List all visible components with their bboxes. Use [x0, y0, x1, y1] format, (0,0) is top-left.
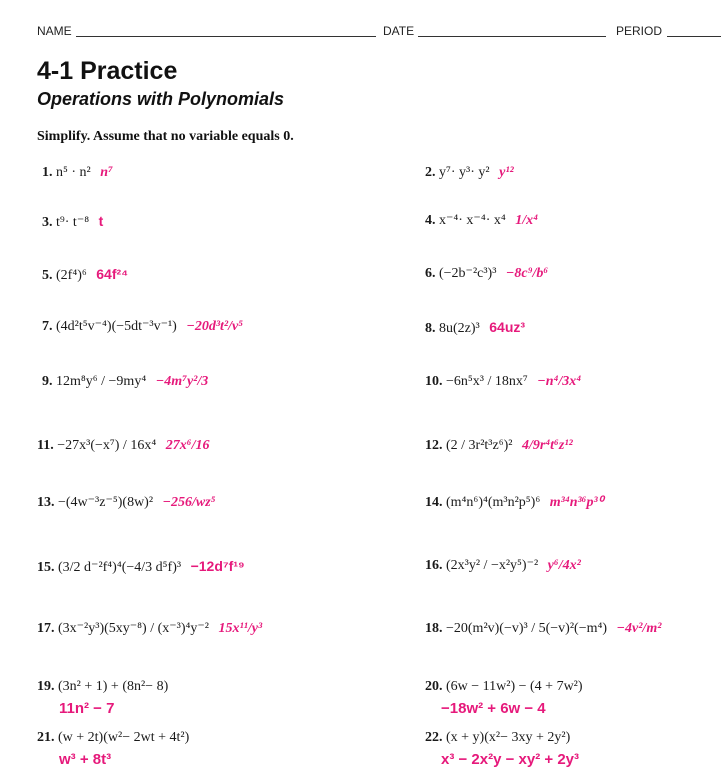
- problem-expression: (w + 2t)(w²− 2wt + 4t²): [58, 730, 190, 745]
- problem-answer: 27x⁶/16: [165, 438, 210, 453]
- problem-answer: 15x¹¹/y³: [218, 621, 263, 636]
- problem-number: 7.: [42, 319, 53, 334]
- problem-answer: 64uz³: [489, 319, 526, 335]
- problem-expression: (3/2 d⁻²f⁴)⁴(−4/3 d⁵f)³: [58, 560, 182, 575]
- problem-15: [37, 557, 245, 577]
- problem-expression: (2 / 3r²t³z⁶)²: [446, 438, 513, 453]
- problem-expression: 8u(2z)³: [439, 321, 480, 336]
- problem-9: [42, 373, 208, 391]
- problem-expression: (4d²t⁵v⁻⁴)(−5dt⁻³v⁻¹): [56, 319, 177, 334]
- problem-20-answer: −18w² + 6w − 4: [441, 700, 546, 717]
- date-label: DATE: [383, 24, 415, 38]
- problem-13: [37, 494, 216, 512]
- problem-answer: 64f²⁴: [96, 266, 129, 282]
- problem-6: [425, 265, 548, 283]
- problem-21: [37, 729, 189, 747]
- problem-1: [42, 164, 113, 182]
- period-line: [667, 36, 721, 37]
- problem-19: [37, 678, 168, 696]
- problem-number: 12.: [425, 438, 443, 453]
- problem-expression: (m⁴n⁶)⁴(m³n²p⁵)⁶: [446, 495, 541, 510]
- problem-answer: −4m⁷y²/3: [155, 374, 209, 389]
- problem-number: 14.: [425, 495, 443, 510]
- problem-expression: x⁻⁴· x⁻⁴· x⁴: [439, 213, 506, 228]
- problem-expression: (3n² + 1) + (8n²− 8): [58, 679, 169, 694]
- problem-12: [425, 437, 573, 455]
- problem-expression: −6n⁵x³ / 18nx⁷: [446, 374, 528, 389]
- problem-number: 17.: [37, 621, 55, 636]
- problem-number: 13.: [37, 495, 55, 510]
- problem-21-answer: w³ + 8t³: [59, 751, 112, 768]
- page-title: 4-1 Practice: [37, 57, 178, 85]
- problem-expression: (2x³y² / −x²y⁵)⁻²: [446, 558, 539, 573]
- problem-expression: −(4w⁻³z⁻⁵)(8w)²: [58, 495, 154, 510]
- problem-number: 16.: [425, 558, 443, 573]
- problem-answer: −20d³t²/v⁵: [186, 319, 244, 334]
- problem-answer: n⁷: [100, 165, 113, 180]
- page-subtitle: Operations with Polynomials: [37, 89, 285, 109]
- problem-number: 4.: [425, 213, 436, 228]
- problem-expression: y⁷· y³· y²: [439, 165, 494, 180]
- problem-11: [37, 437, 209, 455]
- problem-number: 18.: [425, 621, 443, 636]
- problem-answer: y⁶/4x²: [547, 558, 581, 573]
- name-line: [76, 36, 376, 37]
- problem-expression: (6w − 11w²) − (4 + 7w²): [446, 679, 583, 694]
- problem-answer: −4v²/m²: [616, 621, 662, 636]
- problem-number: 8.: [425, 321, 436, 336]
- problem-number: 6.: [425, 266, 436, 281]
- problem-10: [425, 373, 581, 391]
- problem-answer: m³⁴n³⁶p³⁰: [549, 495, 604, 510]
- instructions: Simplify. Assume that no variable equals 0.: [37, 129, 294, 144]
- problem-number: 9.: [42, 374, 53, 389]
- problem-number: 15.: [37, 560, 55, 575]
- problem-14: [425, 494, 603, 512]
- problem-expression: (3x⁻²y³)(5xy⁻⁸) / (x⁻³)⁴y⁻²: [58, 621, 209, 636]
- problem-22-answer: x³ − 2x²y − xy² + 2y³: [441, 751, 580, 768]
- problem-4: [425, 212, 538, 230]
- date-line: [418, 36, 606, 37]
- problem-answer: −8c⁹/b⁶: [505, 266, 549, 281]
- problem-answer: −256/wz⁵: [162, 495, 216, 510]
- problem-expression: 12m⁸y⁶ / −9my⁴: [56, 374, 147, 389]
- problem-expression: −20(m²v)(−v)³ / 5(−v)²(−m⁴): [446, 621, 608, 636]
- problem-16: [425, 557, 581, 575]
- problem-5: [42, 265, 128, 285]
- problem-expression: n⁵ · n²: [56, 165, 95, 180]
- problem-expression: (2f⁴)⁶: [56, 268, 91, 283]
- problem-8: [425, 318, 525, 338]
- problem-expression: (x + y)(x²− 3xy + 2y²): [446, 730, 571, 745]
- problem-answer: y¹²: [499, 165, 514, 180]
- problem-expression: −27x³(−x⁷) / 16x⁴: [57, 438, 157, 453]
- problem-18: [425, 620, 661, 638]
- problem-number: 3.: [42, 215, 53, 230]
- problem-answer: 1/x⁴: [515, 213, 539, 228]
- period-label: PERIOD: [616, 24, 663, 38]
- problem-answer: −12d⁷f¹⁹: [190, 558, 245, 574]
- problem-number: 10.: [425, 374, 443, 389]
- problem-number: 2.: [425, 165, 436, 180]
- problem-number: 21.: [37, 730, 55, 745]
- problem-number: 11.: [37, 438, 54, 453]
- problem-7: [42, 318, 243, 336]
- problem-number: 19.: [37, 679, 55, 694]
- problem-number: 20.: [425, 679, 443, 694]
- problem-number: 1.: [42, 165, 53, 180]
- problem-19-answer: 11n² − 7: [59, 700, 115, 717]
- problem-answer: 4/9r⁴t⁶z¹²: [521, 438, 573, 453]
- problem-3: [42, 212, 103, 232]
- problem-expression: (−2b⁻²c³)³: [439, 266, 497, 281]
- problem-answer: −n⁴/3x⁴: [537, 374, 582, 389]
- problem-2: [425, 164, 514, 182]
- problem-number: 22.: [425, 730, 443, 745]
- problem-22: [425, 729, 570, 747]
- name-label: NAME: [37, 24, 72, 38]
- problem-17: [37, 620, 262, 638]
- problem-expression: t⁹· t⁻⁸: [56, 215, 93, 230]
- problem-answer: t: [98, 213, 104, 229]
- problem-number: 5.: [42, 268, 53, 283]
- problem-20: [425, 678, 583, 696]
